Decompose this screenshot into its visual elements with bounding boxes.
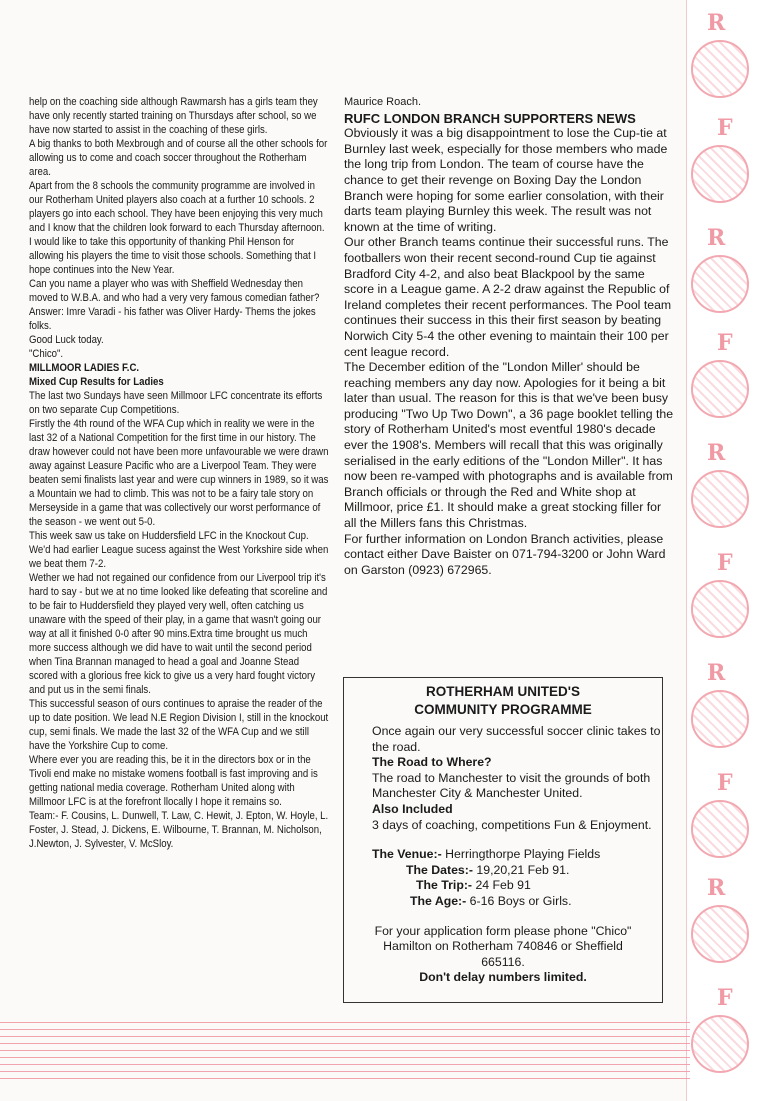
trip-label: The Trip:-	[416, 878, 473, 893]
box-subheading-included: Also Included	[372, 801, 453, 816]
trip-value: 24 Feb 91	[475, 878, 531, 893]
london-paragraph-1: Obviously it was a big disappointment to lose the Cup-tie at Burnley last week, especially for those members who made the long trip from London. The team of course have the chance to get their revenge on Boxing Day the London Branch were hoping for some earlier consolation, with their darts team playing Burnley this week. The result was not known at the time of writing.	[344, 126, 668, 234]
border-letter: R	[707, 225, 726, 251]
box-closing: Don't delay numbers limited.	[419, 970, 587, 985]
border-letter: R	[707, 10, 726, 36]
section-heading: Mixed Cup Results for Ladies	[29, 376, 164, 388]
border-motif	[691, 360, 749, 418]
left-paragraph: Where ever you are reading this, be it in the directors box or in the Tivoli end make no mistake womens football is fast improving and is getting national media coverage. Rotherham United along with Millmoor LFC is at the forefront llocally I hope it remains so.	[29, 754, 318, 808]
decorative-border	[686, 0, 757, 1101]
left-paragraph: Good Luck today.	[29, 334, 104, 346]
london-paragraph-4: For further information on London Branch activities, please contact either Dave Baister on 071-794-3200 or John Ward on Garston (0923) 672965.	[344, 531, 666, 577]
box-intro: Once again our very successful soccer clinic takes to the road.	[372, 724, 661, 754]
border-motif	[691, 470, 749, 528]
section-heading: MILLMOOR LADIES F.C.	[29, 362, 140, 374]
left-paragraph: A big thanks to both Mexbrough and of course all the other schools for allowing us to come and coach soccer throughout the Rotherham area.	[29, 138, 328, 178]
age-label: The Age:-	[410, 893, 467, 908]
box-title-line-1: ROTHERHAM UNITED'S	[426, 684, 580, 699]
left-paragraph: Can you name a player who was with Sheffield Wednesday then moved to W.B.A. and who had a very very famous comedian father?	[29, 278, 320, 304]
border-motif	[691, 40, 749, 98]
left-paragraph: Answer: Imre Varadi - his father was Oliver Hardy- Thems the jokes folks.	[29, 306, 316, 332]
decorative-bottom-lines	[0, 1022, 690, 1082]
dates-value: 19,20,21 Feb 91.	[476, 862, 570, 877]
left-paragraph: This week saw us take on Huddersfield LFC in the Knockout Cup. We'd had earlier League sucess against the West Yorkshire side when we beat them 7-2.	[29, 530, 329, 570]
border-letter: F	[717, 115, 733, 141]
signoff: Maurice Roach.	[344, 96, 422, 108]
border-motif	[691, 1015, 749, 1073]
box-road-text: The road to Manchester to visit the grounds of both Manchester City & Manchester United.	[372, 770, 651, 801]
border-motif	[691, 145, 749, 203]
border-letter: R	[707, 440, 726, 466]
box-subheading-road: The Road to Where?	[372, 755, 492, 770]
left-paragraph: This successful season of ours continues to apraise the reader of the up to date position. We lead N.E Region Division I, still in the knockout cup, semi finals. We made the last 32 of the WFA Cup and we still have the Yorkshire Cup to come.	[29, 698, 329, 752]
left-paragraph: help on the coaching side although Rawmarsh has a girls team they have only recently started training on Thursdays after school, so we have now started to assist in the coaching of these girls.	[29, 96, 318, 136]
border-motif	[691, 800, 749, 858]
border-letter: F	[717, 550, 733, 576]
box-details	[344, 847, 662, 909]
border-letter: F	[717, 330, 733, 356]
border-motif	[691, 690, 749, 748]
right-column	[344, 95, 674, 578]
border-letter: R	[707, 875, 726, 901]
border-motif	[691, 580, 749, 638]
left-paragraph: Wether we had not regained our confidence from our Liverpool trip it's hard to say - but we at no time looked like defeating that scoreline and to be fair to Huddersfield they played very well, often catching us unaware with the speed of their play, in a game that wasn't going our way at all it finished 0-0 after 90 mins.Extra time brought us much more success although we did have to wait until the second period when Tina Brannan managed to head a goal and Joanne Stead scored with a glorious free kick to give us a very hard fought victory and put us in the semi finals.	[29, 572, 328, 696]
age-value: 6-16 Boys or Girls.	[469, 893, 572, 908]
box-title-line-2: COMMUNITY PROGRAMME	[414, 702, 592, 717]
venue-label: The Venue:-	[372, 847, 442, 862]
left-paragraph: The last two Sundays have seen Millmoor LFC concentrate its efforts on two separate Cup Competitions.	[29, 390, 323, 416]
border-letter: F	[717, 985, 733, 1011]
box-included-text: 3 days of coaching, competitions Fun & Enjoyment.	[372, 817, 652, 832]
border-letter: F	[717, 770, 733, 796]
community-programme-box	[343, 677, 663, 1003]
london-paragraph-2: Our other Branch teams continue their successful runs. The footballers won their recent second-round Cup tie against Bradford City 4-2, and also beat Blackpool by the same score in a League game. A 2-2 draw against the Republic of Ireland completes their recent performances. The Pool team continues their success in this their first season by beating Norwich City 5-4 the other evening to maintain their 100 per cent league record.	[344, 235, 672, 359]
left-paragraph: "Chico".	[29, 348, 64, 360]
left-paragraph: Apart from the 8 schools the community programme are involved in our Rotherham United players also coach at a further 10 schools. 2 players go into each school. They have been enjoying this very much and I know that the children look forward to each Thursday afternoon.	[29, 180, 325, 234]
border-motif	[691, 255, 749, 313]
london-branch-heading: RUFC LONDON BRANCH SUPPORTERS NEWS	[344, 110, 636, 126]
box-contact: For your application form please phone "Chico" Hamilton on Rotherham 740846 or Sheffield 665116.	[374, 923, 632, 969]
left-paragraph: Firstly the 4th round of the WFA Cup which in reality we were in the last 32 of a National Competition for the first time in our history. The draw however could not have been more unfavourable we were drawn away against Leasure Pacific who are a Liverpool Team. They were beaten semi finalists last year and were cup winners in 1989, so it was a Mountain we had to climb. This was not to be a fairy tale story on Merseyside in a game that was collectively our worst performance of the season - we went out 5-0.	[29, 418, 329, 528]
london-paragraph-3: The December edition of the "London Miller' should be reaching members any day now. Apologies for it being a bit later than usual. The reason for this is that we've been busy producing "Two Up Two Down", a 36 page booklet telling the story of Rotherham United's most eventful 1980's decade ever the 1908's. Members will recall that this was originally serialised in the early editions of the "London Miller". It has now been re-vamped with photographs and is available from Branch officials or through the Red and White shop at Millmoor, price £1. It should make a great stocking filler for all the Millers fans this Christmas.	[344, 360, 674, 531]
border-motif	[691, 905, 749, 963]
left-paragraph: I would like to take this opportunity of thanking Phil Henson for allowing his players the time to visit those schools. Something that I hope continues into the New Year.	[29, 236, 317, 276]
venue-value: Herringthorpe Playing Fields	[445, 847, 601, 862]
border-letter: R	[707, 660, 726, 686]
left-paragraph: Team:- F. Cousins, L. Dunwell, T. Law, C. Hewit, J. Epton, W. Hoyle, L. Foster, J. Stead, J. Dickens, E. Wilbourne, T. Brannan, M. Nicholson, J.Newton, J. Sylvester, V. McSloy.	[29, 810, 329, 850]
dates-label: The Dates:-	[406, 862, 473, 877]
left-column	[29, 95, 330, 851]
